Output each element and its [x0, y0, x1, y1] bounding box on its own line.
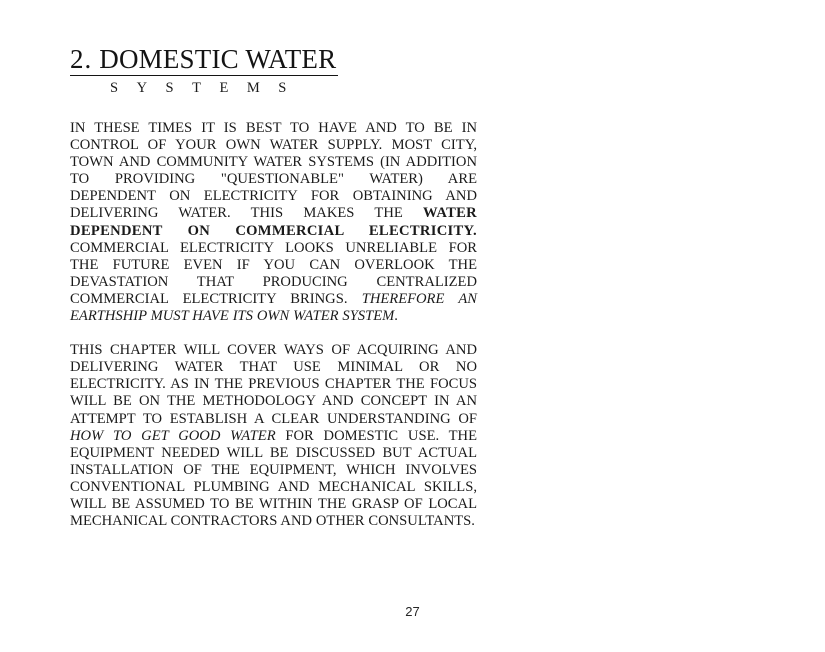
paragraph-1 [70, 120, 477, 325]
paragraph-1-bold-emphasis: WATER DEPENDENT ON COMMERCIAL ELECTRICITY. [70, 205, 477, 239]
chapter-title-text: DOMESTIC WATER [99, 44, 337, 74]
chapter-number: 2. [70, 44, 93, 74]
paragraph-1-segment-5: . [394, 308, 398, 325]
paragraph-2-segment-1: THIS CHAPTER WILL COVER WAYS OF ACQUIRING AND DELIVERING WATER THAT USE MINIMAL OR NO ELECTRICITY. AS IN THE PREVIOUS CHAPTER THE FOCUS WILL BE ON THE METHODOLOGY AND CONCEPT IN AN ATTEMPT TO ESTABLISH A CLEAR UNDERSTANDING OF [70, 342, 477, 427]
paragraph-2 [70, 342, 477, 530]
paragraph-2-segment-3: FOR DOMESTIC USE. THE EQUIPMENT NEEDED WILL BE DISCUSSED BUT ACTUAL INSTALLATION OF THE EQUIPMENT, WHICH INVOLVES CONVENTIONAL PLUMBING AND MECHANICAL SKILLS, WILL BE ASSUMED TO BE WITHIN THE GRASP OF LOCAL MECHANICAL CONTRACTORS AND OTHER CONSULTANTS. [70, 427, 477, 530]
paragraph-1-italic-emphasis: THEREFORE AN EARTHSHIP MUST HAVE ITS OWN WATER SYSTEM [70, 290, 477, 325]
page-content-column [70, 44, 477, 530]
chapter-subtitle: SYSTEMS [110, 80, 305, 96]
page-number: 27 [405, 604, 420, 619]
paragraph-1-segment-3: COMMERCIAL ELECTRICITY LOOKS UNRELIABLE FOR THE FUTURE EVEN IF YOU CAN OVERLOOK THE DEVASTATION THAT PRODUCING CENTRALIZED COMMERCIAL ELECTRICITY BRINGS. [70, 239, 477, 307]
paragraph-1-segment-1: IN THESE TIMES IT IS BEST TO HAVE AND TO BE IN CONTROL OF YOUR OWN WATER SUPPLY. MOST CITY, TOWN AND COMMUNITY WATER SYSTEMS (IN ADDITION TO PROVIDING "QUESTIONABLE" WATER) ARE DEPENDENT ON ELECTRICITY FOR OBTAINING AND DELIVERING WATER. THIS MAKES THE [70, 120, 477, 222]
body-text-block [70, 120, 477, 530]
paragraph-2-italic-emphasis: HOW TO GET GOOD WATER [70, 427, 276, 444]
chapter-title [70, 44, 338, 76]
